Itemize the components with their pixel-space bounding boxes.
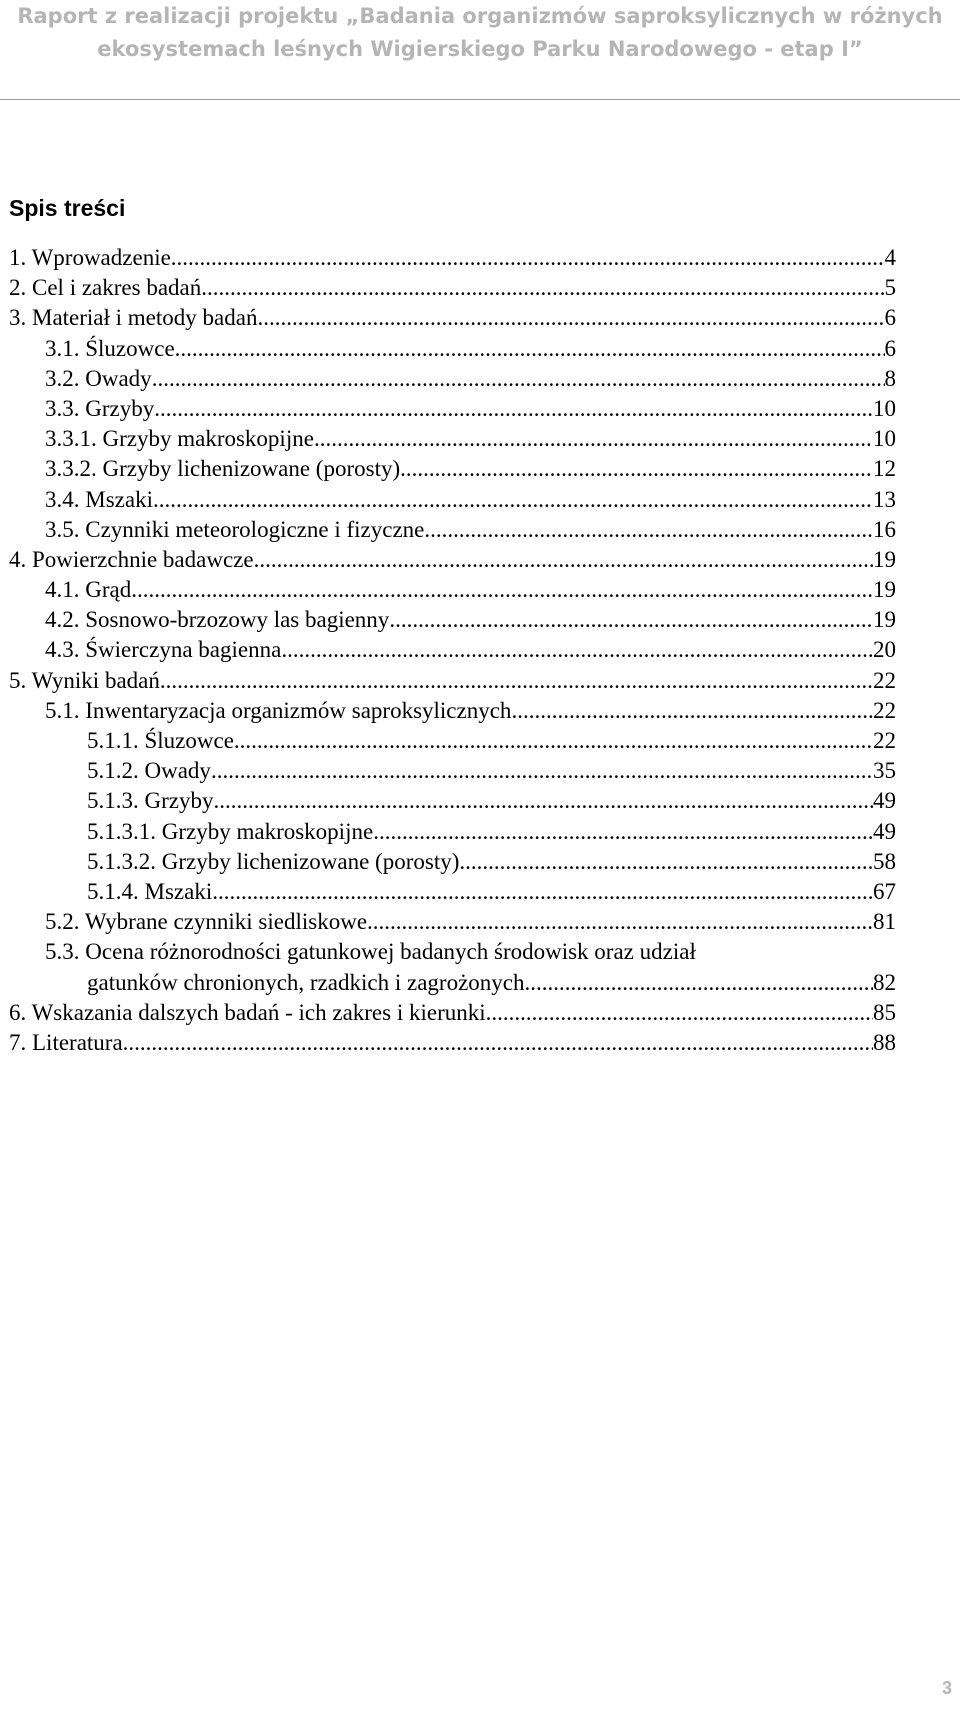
toc-entry-label: 4. Powierzchnie badawcze	[9, 546, 254, 572]
toc-entry-page: 6	[884, 305, 896, 331]
toc-entry-page: 12	[873, 456, 896, 482]
toc-entry-label: 2. Cel i zakres badań	[9, 275, 202, 301]
toc-entry-page: 49	[873, 818, 896, 844]
toc-entry[interactable]	[0, 817, 960, 847]
dot-leader	[459, 847, 873, 877]
toc-entry-page: 8	[884, 365, 896, 391]
page-number: 3	[941, 1678, 952, 1698]
toc-entry[interactable]	[0, 273, 960, 303]
toc-entry-label: 5.1. Inwentaryzacja organizmów saproksylicznych	[45, 697, 512, 723]
toc-entry[interactable]	[0, 334, 960, 364]
dot-leader	[486, 998, 873, 1028]
toc-entry-label: 5.1.3. Grzyby	[87, 788, 214, 814]
toc-entry-page: 6	[884, 335, 896, 361]
toc-entry-label: 4.3. Świerczyna bagienna	[45, 637, 282, 663]
dot-leader	[152, 364, 885, 394]
toc-entry-label: 5.1.3.1. Grzyby makroskopijne	[87, 818, 374, 844]
toc-entry[interactable]	[0, 756, 960, 786]
page-header	[0, 0, 960, 66]
toc-entry[interactable]	[0, 847, 960, 877]
toc-entry-label: 5.1.3.2. Grzyby lichenizowane (porosty)	[87, 848, 460, 874]
toc-entry[interactable]	[0, 364, 960, 394]
toc-entry-label: 3.5. Czynniki meteorologiczne i fizyczne	[45, 516, 425, 542]
toc-entry-page: 19	[873, 577, 896, 603]
toc-entry-label: 1. Wprowadzenie	[9, 245, 171, 270]
toc-entry-label: 5.3. Ocena różnorodności gatunkowej badanych środowisk oraz udział	[45, 939, 696, 965]
dot-leader	[154, 394, 873, 424]
dot-leader	[212, 877, 873, 907]
toc-entry[interactable]	[0, 545, 960, 575]
toc-entry[interactable]	[0, 485, 960, 515]
toc-entry-label: 3. Materiał i metody badań	[9, 305, 258, 331]
dot-leader	[211, 756, 873, 786]
toc-entry[interactable]	[0, 998, 960, 1028]
dot-leader	[171, 243, 885, 273]
toc-entry[interactable]	[0, 696, 960, 726]
toc-entry-label: 6. Wskazania dalszych badań - ich zakres i kierunki	[9, 999, 486, 1025]
dot-leader	[234, 726, 873, 756]
toc-entry-page: 22	[873, 728, 896, 753]
toc-entry[interactable]	[0, 243, 960, 273]
toc-entry-page: 67	[873, 878, 896, 904]
toc-entry-label-continuation: gatunków chronionych, rzadkich i zagrożonych	[87, 969, 525, 995]
dot-leader	[254, 545, 873, 575]
toc-entry[interactable]	[0, 303, 960, 333]
toc-entry-page: 4	[884, 245, 896, 270]
toc-entry-label: 3.2. Owady	[45, 365, 152, 391]
toc-entry-label: 3.4. Mszaki	[45, 486, 153, 512]
toc-entry-page: 22	[873, 667, 896, 693]
toc-entry[interactable]	[0, 666, 960, 696]
toc-entry[interactable]	[0, 907, 960, 937]
dot-leader	[424, 515, 873, 545]
toc-entry-page: 19	[873, 546, 896, 572]
toc-entry[interactable]	[0, 575, 960, 605]
toc-entry-label: 3.3.2. Grzyby lichenizowane (porosty)	[45, 456, 401, 482]
toc-entry-label: 5.1.2. Owady	[87, 758, 211, 784]
toc-entry[interactable]	[0, 1028, 960, 1058]
toc-entry[interactable]	[0, 605, 960, 635]
toc-entry-page: 19	[873, 607, 896, 633]
toc-entry[interactable]	[0, 515, 960, 545]
dot-leader	[389, 605, 873, 635]
dot-leader	[123, 1028, 873, 1058]
toc-entry-page: 58	[873, 848, 896, 874]
toc-entry-label: 5.1.1. Śluzowce	[87, 728, 234, 753]
toc-entry-label: 7. Literatura	[9, 1029, 123, 1055]
toc-entry-page: 81	[873, 909, 896, 935]
toc-entry[interactable]	[0, 937, 960, 997]
toc-entry-page: 35	[873, 758, 896, 784]
dot-leader	[175, 334, 885, 364]
dot-leader	[281, 635, 873, 665]
toc-entry-label: 3.3. Grzyby	[45, 395, 155, 421]
toc-entry-page: 85	[873, 999, 896, 1025]
dot-leader	[314, 424, 873, 454]
toc-entry-label: 4.1. Grąd	[45, 577, 132, 603]
dot-leader	[367, 907, 873, 937]
toc-entry-page: 20	[873, 637, 896, 663]
toc-entry-page: 22	[873, 697, 896, 723]
toc-entry[interactable]	[0, 454, 960, 484]
header-line-1: Raport z realizacji projektu „Badania organizmów saproksylicznych w różnych	[17, 4, 943, 28]
dot-leader	[257, 303, 884, 333]
toc-entry-label: 5.2. Wybrane czynniki siedliskowe	[45, 909, 368, 935]
toc-entry-label: 3.1. Śluzowce	[45, 335, 175, 361]
dot-leader	[213, 786, 873, 816]
toc-entry[interactable]	[0, 635, 960, 665]
toc-entry[interactable]	[0, 786, 960, 816]
dot-leader	[373, 817, 873, 847]
toc-title: Spis treści	[9, 195, 126, 221]
toc-entry-label: 5.1.4. Mszaki	[87, 878, 213, 904]
toc-entry-page: 10	[873, 426, 896, 452]
dot-leader	[511, 696, 873, 726]
toc-entry-page: 49	[873, 788, 896, 814]
dot-leader	[524, 968, 873, 998]
dot-leader	[131, 575, 873, 605]
toc-entry-page: 10	[873, 395, 896, 421]
toc-entry[interactable]	[0, 424, 960, 454]
toc-entry-label: 3.3.1. Grzyby makroskopijne	[45, 426, 314, 452]
toc-entry-page: 13	[873, 486, 896, 512]
toc-entry-page: 16	[873, 516, 896, 542]
header-divider	[0, 99, 960, 100]
toc-entry[interactable]	[0, 877, 960, 907]
dot-leader	[153, 485, 873, 515]
toc-entry-label: 4.2. Sosnowo-brzozowy las bagienny	[45, 607, 390, 633]
toc-entry-page: 88	[873, 1029, 896, 1055]
dot-leader	[201, 273, 884, 303]
toc-entry-page: 5	[884, 275, 896, 301]
toc-entry-label: 5. Wyniki badań	[9, 667, 160, 693]
header-line-2: ekosystemach leśnych Wigierskiego Parku Narodowego - etap I”	[97, 37, 863, 61]
table-of-contents	[0, 243, 960, 1058]
toc-entry[interactable]	[0, 726, 960, 756]
dot-leader	[400, 454, 873, 484]
toc-entry[interactable]	[0, 394, 960, 424]
dot-leader	[160, 666, 873, 696]
toc-entry-page: 82	[873, 969, 896, 995]
